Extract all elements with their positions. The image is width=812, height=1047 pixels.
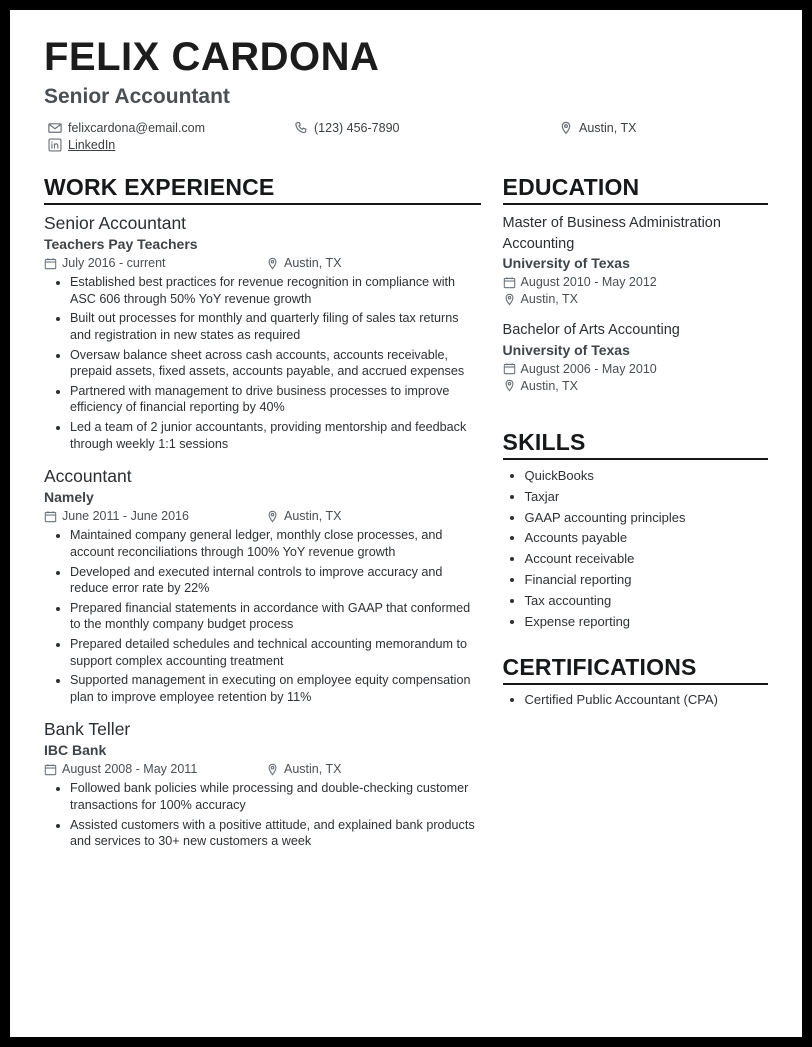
job-bullet: • Followed bank policies while processing and double-checking customer transactions for 100% accuracy — [70, 780, 481, 813]
job-meta — [44, 762, 481, 776]
section-heading-skills: SKILLS — [503, 429, 768, 460]
resume-page — [10, 10, 802, 1037]
job-bullet: • Assisted customers with a positive attitude, and explained bank products and services to 30+ new customers a week — [70, 817, 481, 850]
education-degree: Master of Business Administration Accounting — [502, 215, 721, 252]
calendar-icon — [44, 510, 57, 523]
job-company: IBC Bank — [44, 742, 107, 759]
job-bullet: • Prepared detailed schedules and technical accounting memorandum to support complex accounting treatment — [70, 636, 481, 669]
job-dates-label: June 2011 - June 2016 — [62, 509, 189, 524]
contact-phone-label: (123) 456-7890 — [314, 121, 400, 136]
education-school: University of Texas — [502, 341, 630, 358]
job-bullet: • Built out processes for monthly and quarterly filing of sales tax returns and registration in new states as required — [70, 310, 481, 343]
calendar-icon — [503, 362, 516, 375]
calendar-icon — [44, 763, 57, 776]
contact-linkedin[interactable] — [44, 138, 115, 152]
job-dates — [44, 762, 266, 776]
contact-email[interactable] — [44, 121, 294, 135]
job-dates-label: July 2016 - current — [62, 256, 166, 271]
map-pin-icon — [559, 121, 573, 135]
education-location-label: Austin, TX — [520, 378, 578, 393]
job-bullet: • Maintained company general ledger, monthly close processes, and account reconciliations through 100% YoY revenue growth — [70, 527, 481, 560]
job-entry — [44, 213, 481, 452]
job-bullet-list — [44, 274, 481, 452]
job-company: Namely — [44, 489, 94, 506]
skill-item: • Account receivable — [525, 549, 768, 570]
education-entry — [503, 213, 768, 306]
map-pin-icon — [266, 257, 279, 270]
job-title: Accountant — [44, 466, 132, 487]
job-entry — [44, 719, 481, 849]
map-pin-icon — [503, 379, 516, 392]
contact-location — [559, 121, 636, 135]
envelope-icon — [48, 121, 62, 135]
skill-item: • Accounts payable — [525, 528, 768, 549]
job-bullet: • Established best practices for revenue recognition in compliance with ASC 606 through 50% YoY revenue growth — [70, 274, 481, 307]
skill-item: • QuickBooks — [525, 466, 768, 487]
job-bullet: • Partnered with management to drive business processes to improve efficiency of financial reporting by 40% — [70, 383, 481, 416]
section-heading-education: EDUCATION — [503, 174, 768, 205]
education-dates-label: August 2010 - May 2012 — [520, 275, 657, 290]
skill-item: • Financial reporting — [525, 570, 768, 591]
job-location-label: Austin, TX — [284, 762, 342, 777]
job-location — [266, 256, 341, 270]
education-school: University of Texas — [502, 255, 630, 272]
job-location-label: Austin, TX — [284, 509, 342, 524]
calendar-icon — [44, 257, 57, 270]
certification-item: • Certified Public Accountant (CPA) — [525, 691, 768, 709]
skill-item: • GAAP accounting principles — [525, 508, 768, 529]
job-bullet: • Led a team of 2 junior accountants, providing mentorship and feedback through weekly 1:1 sessions — [70, 419, 481, 452]
phone-icon — [294, 121, 308, 135]
section-heading-certifications: CERTIFICATIONS — [503, 654, 768, 685]
map-pin-icon — [503, 293, 516, 306]
candidate-job-title: Senior Accountant — [44, 85, 230, 109]
candidate-name: FELIX CARDONA — [44, 35, 380, 79]
spacer — [503, 632, 768, 654]
job-bullet: • Oversaw balance sheet across cash accounts, accounts receivable, prepaid assets, fixed assets, accounts payable, and accrued expenses — [70, 347, 481, 380]
contact-linkedin-label: LinkedIn — [68, 138, 116, 153]
section-heading-work-experience: WORK EXPERIENCE — [44, 174, 481, 205]
education-dates-label: August 2006 - May 2010 — [520, 361, 657, 376]
job-dates — [44, 256, 266, 270]
education-location — [503, 379, 768, 393]
job-location — [266, 509, 341, 523]
calendar-icon — [503, 276, 516, 289]
skill-item: • Tax accounting — [525, 591, 768, 612]
education-dates — [503, 362, 768, 376]
education-location — [503, 292, 768, 306]
job-location-label: Austin, TX — [284, 256, 342, 271]
job-meta — [44, 509, 481, 523]
contact-email-label: felixcardona@email.com — [68, 121, 206, 136]
right-column — [503, 174, 768, 864]
map-pin-icon — [266, 510, 279, 523]
job-company: Teachers Pay Teachers — [44, 236, 198, 253]
map-pin-icon — [266, 763, 279, 776]
job-entry — [44, 466, 481, 705]
linkedin-icon — [48, 138, 62, 152]
spacer — [503, 407, 768, 429]
education-entry — [503, 320, 768, 393]
job-dates-label: August 2008 - May 2011 — [62, 762, 198, 777]
contact-location-label: Austin, TX — [579, 121, 637, 136]
education-dates — [503, 275, 768, 289]
job-dates — [44, 509, 266, 523]
job-bullet: • Prepared financial statements in accordance with GAAP that conformed to the monthly company budget process — [70, 600, 481, 633]
job-location — [266, 762, 341, 776]
job-meta — [44, 256, 481, 270]
job-title: Senior Accountant — [44, 213, 187, 234]
job-bullet: • Supported management in executing on employee equity compensation plan to improve employee retention by 11% — [70, 672, 481, 705]
job-bullet: • Developed and executed internal controls to improve accuracy and reduce error rate by 22% — [70, 564, 481, 597]
job-bullet-list — [44, 780, 481, 849]
skills-list — [503, 466, 768, 632]
job-title: Bank Teller — [44, 719, 131, 740]
certifications-list — [503, 691, 768, 709]
skill-item: • Taxjar — [525, 487, 768, 508]
skill-item: • Expense reporting — [525, 612, 768, 633]
education-degree: Bachelor of Arts Accounting — [502, 322, 680, 339]
contact-row-secondary — [44, 138, 768, 152]
left-column — [44, 174, 503, 864]
job-bullet-list — [44, 527, 481, 705]
education-location-label: Austin, TX — [520, 292, 578, 307]
contact-row-primary — [44, 121, 768, 135]
resume-header — [44, 36, 768, 152]
contact-phone[interactable] — [294, 121, 559, 135]
